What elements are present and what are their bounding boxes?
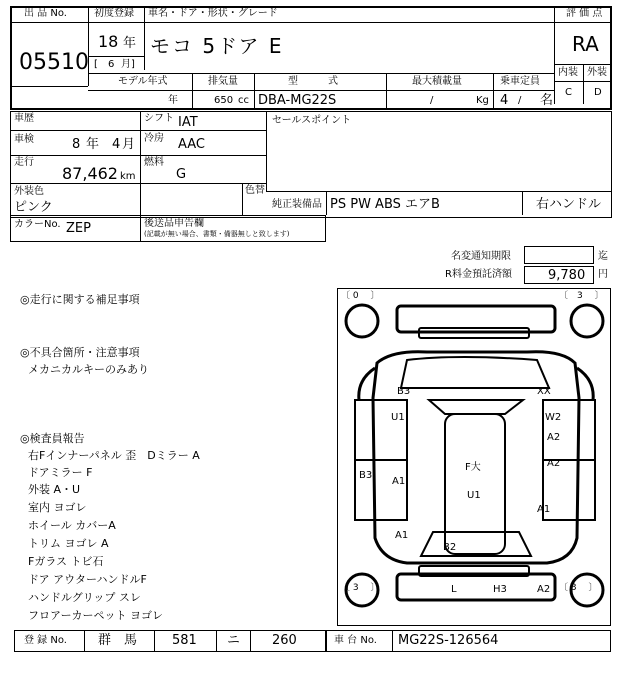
inspector-item: ドア アウターハンドルF: [28, 573, 147, 586]
wheel-front-right: [571, 305, 603, 337]
inspector-item: ドアミラー F: [28, 466, 93, 479]
ac-label: 冷房: [144, 133, 164, 144]
inspector-item: ホイール カバーA: [28, 519, 116, 532]
capacity-label: 乗車定員: [500, 76, 540, 87]
windshield: [429, 400, 523, 414]
damage-mark: A1: [392, 476, 406, 487]
damage-mark: U1: [391, 412, 405, 423]
interior-label: 内装: [558, 67, 578, 78]
recycle-label: R料金預託済額: [445, 269, 512, 280]
corner-label-bottom-left: 〔 3 〕: [341, 583, 380, 593]
recycle-value: 9,780: [548, 268, 586, 283]
damage-mark: B3: [359, 470, 373, 481]
reg-number: 260: [272, 633, 297, 648]
damage-mark: A2: [537, 584, 551, 595]
docs-note: (記載が無い場合、書類・備器無しと致します): [144, 230, 290, 238]
reg-class: 581: [172, 633, 197, 648]
name-change-label: 名変通知期限: [451, 251, 511, 262]
first-reg-label: 初度登録: [94, 8, 134, 19]
fuel-label: 燃料: [144, 157, 164, 168]
door-rear-left: [355, 460, 407, 520]
color-no-label: カラーNo.: [14, 219, 61, 230]
inspection-years: 8: [72, 137, 81, 152]
max-load-label: 最大積載量: [412, 76, 462, 87]
rear-window: [421, 532, 531, 556]
docs-label: 後送品申告欄: [144, 218, 204, 229]
rear-bumper: [397, 574, 555, 600]
first-reg-month-open: [: [94, 59, 98, 70]
first-reg-year-unit: 年: [123, 36, 137, 51]
color-no-value: ZEP: [66, 221, 91, 236]
displacement-unit: cc: [238, 95, 249, 106]
reg-label: 登 録 No.: [24, 635, 67, 646]
corner-label-bottom-right: 〔 3 〕: [559, 583, 598, 593]
color-label: 外装色: [14, 186, 44, 197]
type-label: 型 式: [288, 76, 338, 87]
model-type: DBA-MG22S: [258, 93, 337, 108]
door-front-right: [543, 400, 595, 460]
inspection-year-unit: 年: [86, 137, 100, 152]
door-front-left: [355, 400, 407, 460]
mileage-unit: km: [120, 171, 136, 182]
inspector-header: ◎検査員報告: [20, 432, 85, 445]
mileage-value: 87,462: [62, 164, 118, 183]
driving-notes-header: ◎走行に関する補足事項: [20, 293, 140, 306]
first-reg-month: 6: [108, 59, 115, 70]
recycle-unit: 円: [598, 269, 608, 280]
hood: [401, 357, 549, 388]
inspector-item: 室内 ヨゴレ: [28, 501, 87, 514]
capacity-slash: /: [518, 95, 522, 106]
damage-mark: U1: [467, 490, 481, 501]
inspector-item: Fガラス トビ石: [28, 555, 104, 568]
damage-mark: H3: [493, 584, 507, 595]
exterior-grade: D: [594, 87, 602, 98]
damage-mark: A1: [395, 530, 409, 541]
displacement-value: 650: [214, 95, 234, 106]
corner-label-top-right: 〔 3 〕: [559, 291, 604, 301]
mileage-label: 走行: [14, 157, 34, 168]
car-name-label: 車名・ドア・形状・グレード: [148, 8, 278, 19]
defects-header: ◎不具合箇所・注意事項: [20, 346, 140, 359]
inspection-label: 車検: [14, 134, 34, 145]
sales-point-label: セールスポイント: [272, 115, 352, 126]
color-change-label: 色替: [245, 185, 265, 196]
reg-area: 群 馬: [98, 633, 138, 648]
max-load-slash: /: [430, 95, 434, 106]
damage-mark: A1: [537, 504, 551, 515]
inspector-item: ハンドルグリップ スレ: [28, 591, 141, 604]
inspection-months: 4: [112, 137, 121, 152]
lot-label: 出 品 No.: [24, 8, 67, 19]
defect-item: メカニカルキーのみあり: [28, 363, 149, 376]
inspector-item: 外装 A・U: [28, 483, 81, 496]
door-rear-right: [543, 460, 595, 520]
inspector-item: トリム ヨゴレ A: [28, 537, 109, 550]
exterior-label: 外装: [587, 67, 607, 78]
inspector-item: フロアーカーペット ヨゴレ: [28, 609, 163, 622]
damage-mark: B2: [443, 542, 457, 553]
shift-label: シフト: [144, 113, 174, 124]
reg-kana: ニ: [227, 633, 241, 648]
model-year-unit: 年: [168, 95, 178, 106]
damage-mark: B3: [397, 386, 411, 397]
interior-grade: C: [565, 87, 572, 98]
name-change-unit: 迄: [598, 251, 608, 262]
color-value: ピンク: [14, 200, 53, 215]
damage-mark: L: [451, 584, 457, 595]
damage-mark: A2: [547, 458, 561, 469]
inspection-month-unit: 月: [122, 137, 136, 152]
chassis-number: MG22S-126564: [398, 633, 499, 648]
shift-value: IAT: [178, 115, 198, 130]
damage-mark: A2: [547, 432, 561, 443]
steering-value: 右ハンドル: [536, 197, 602, 212]
capacity-unit: 名: [540, 93, 554, 108]
first-reg-year: 18: [98, 32, 119, 51]
eval-label: 評 価 点: [566, 8, 603, 19]
history-label: 車歴: [14, 113, 34, 124]
corner-label-top-left: 〔 0 〕: [341, 291, 380, 301]
chassis-label: 車 台 No.: [334, 635, 377, 646]
inspector-item: 右Fインナーパネル 歪 Dミラー A: [28, 449, 200, 462]
ac-value: AAC: [178, 137, 205, 152]
wheel-front-left: [346, 305, 378, 337]
max-load-unit: Kg: [476, 95, 489, 106]
equipment-value: PS PW ABS エアB: [330, 197, 440, 212]
model-year-label: モデル年式: [118, 76, 168, 87]
car-name: モコ 5ドア E: [150, 34, 284, 58]
car-diagram: [337, 288, 611, 626]
fuel-value: G: [176, 167, 187, 182]
capacity-value: 4: [500, 93, 509, 108]
damage-mark: F大: [465, 462, 481, 473]
equipment-label: 純正装備品: [272, 199, 322, 210]
first-reg-month-unit: 月]: [121, 59, 135, 70]
damage-mark: W2: [545, 412, 562, 423]
displacement-label: 排気量: [208, 76, 238, 87]
damage-mark: XX: [537, 386, 551, 397]
eval-score: RA: [572, 32, 599, 56]
lot-number: 05510: [19, 50, 89, 75]
name-change-box: [524, 246, 594, 264]
